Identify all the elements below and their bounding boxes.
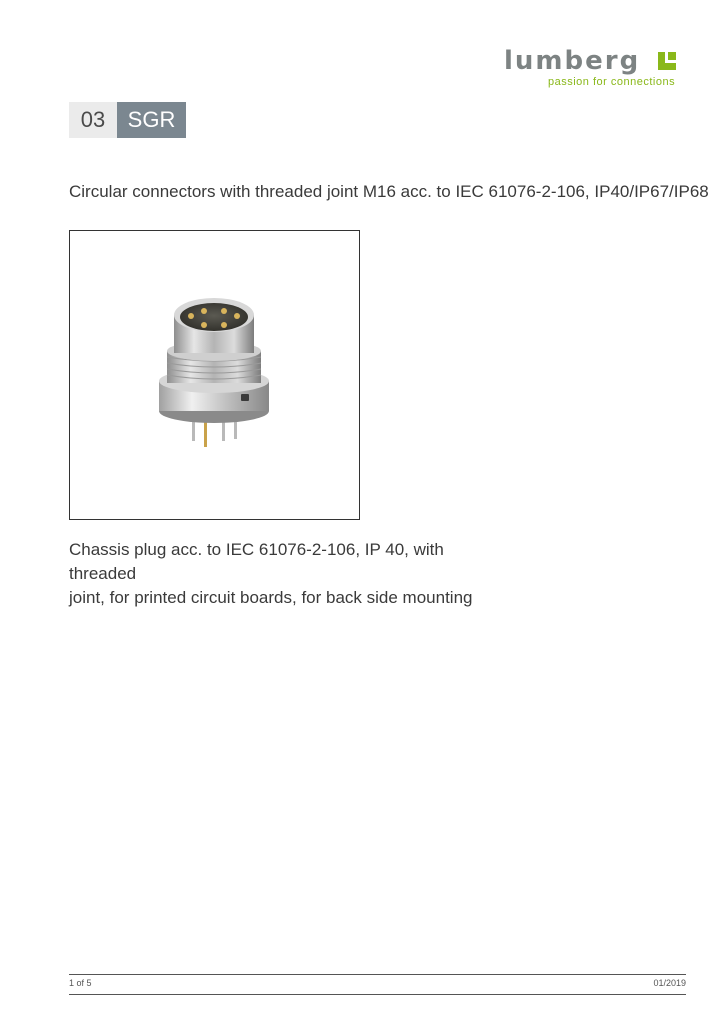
document-date: 01/2019 — [653, 978, 686, 988]
brand-tagline: passion for connections — [548, 76, 676, 88]
brand-wordmark: lumberg — [504, 46, 641, 76]
product-code: SGR — [117, 102, 186, 138]
product-photo-frame — [69, 230, 360, 520]
description-line-1: Chassis plug acc. to IEC 61076-2-106, IP 40, with threaded — [69, 540, 444, 583]
product-description — [69, 538, 509, 610]
brand-logo — [500, 46, 692, 96]
footer-divider-bottom — [69, 994, 686, 995]
section-number: 03 — [69, 102, 117, 138]
lumberg-l-icon — [656, 50, 678, 72]
page-title: Circular connectors with threaded joint M16 acc. to IEC 61076-2-106, IP40/IP67/IP68 — [69, 182, 709, 201]
description-line-2: joint, for printed circuit boards, for back side mounting — [69, 588, 473, 607]
footer-divider-top — [69, 974, 686, 975]
page-number: 1 of 5 — [69, 978, 92, 988]
chassis-plug-image — [70, 231, 359, 519]
